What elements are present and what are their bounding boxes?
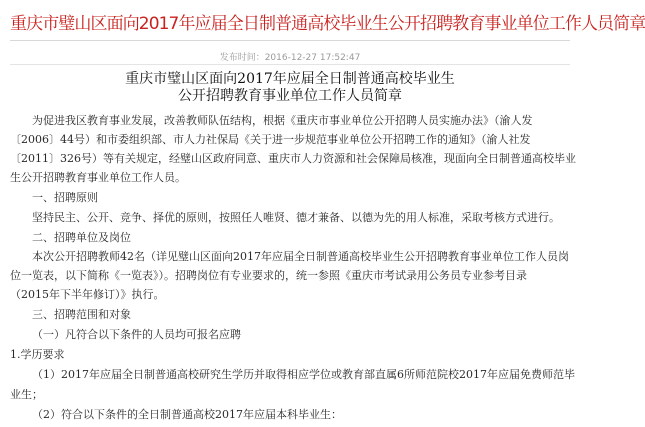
paragraph-line: （2）符合以下条件的全日制普通高校2017年应届本科毕业生： bbox=[32, 408, 342, 421]
article-title-line1: 重庆市璧山区面向2017年应届全日制普通高校毕业生 bbox=[125, 71, 455, 87]
section-heading: 一、招聘原则 bbox=[32, 191, 98, 204]
subsection-heading: 1.学历要求 bbox=[10, 348, 65, 361]
paragraph-line: （2015年下半年修订）》执行。 bbox=[10, 288, 165, 301]
subsection-heading: （一）凡符合以下条件的人员均可报名应聘 bbox=[32, 328, 241, 341]
title-divider bbox=[10, 40, 570, 41]
article-title-line2: 公开招聘教育事业单位工作人员简章 bbox=[178, 88, 402, 104]
paragraph-line: 本次公开招聘教师42名（详见璧山区面向2017年应届全日制普通高校毕业生公开招聘教育事业单位工作人员岗 bbox=[32, 250, 569, 263]
publish-label: 发布时间： bbox=[219, 53, 265, 63]
site-title: 重庆市璧山区面向2017年应届全日制普通高校毕业生公开招聘教育事业单位工作人员简章 bbox=[10, 14, 645, 34]
paragraph-line: （1）2017年应届全日制普通高校研究生学历并取得相应学位或教育部直属6所师范院校2017年应届免费师范毕 bbox=[32, 368, 575, 381]
paragraph-line: 〔2011〕326号）等有关规定，经璧山区政府同意、重庆市人力资源和社会保障局核准，现面向全日制普通高校毕业 bbox=[10, 152, 576, 165]
publish-time: 2016-12-27 17:52:47 bbox=[264, 53, 361, 63]
paragraph-line: 坚持民主、公开、竞争、择优的原则，按照任人唯贤、德才兼备、以德为先的用人标准，采取考核方式进行。 bbox=[32, 211, 560, 224]
publish-info bbox=[0, 50, 580, 63]
paragraph-line: 生公开招聘教育事业单位工作人员。 bbox=[10, 171, 186, 184]
paragraph-line: 为促进我区教育事业发展，改善教师队伍结构，根据《重庆市事业单位公开招聘人员实施办法》（渝人发 bbox=[32, 114, 533, 127]
section-heading: 三、招聘范围和对象 bbox=[32, 308, 131, 321]
section-heading: 二、招聘单位及岗位 bbox=[32, 231, 131, 244]
meta-divider bbox=[10, 64, 570, 65]
paragraph-line: 位一览表，以下简称《一览表》）。招聘岗位有专业要求的，统一参照《重庆市考试录用公务员专业参考目录 bbox=[10, 269, 527, 282]
paragraph-line: 〔2006〕44号）和市委组织部、市人力社保局《关于进一步规范事业单位公开招聘工作的通知》（渝人社发 bbox=[10, 133, 531, 146]
paragraph-line: 业生； bbox=[10, 388, 43, 401]
